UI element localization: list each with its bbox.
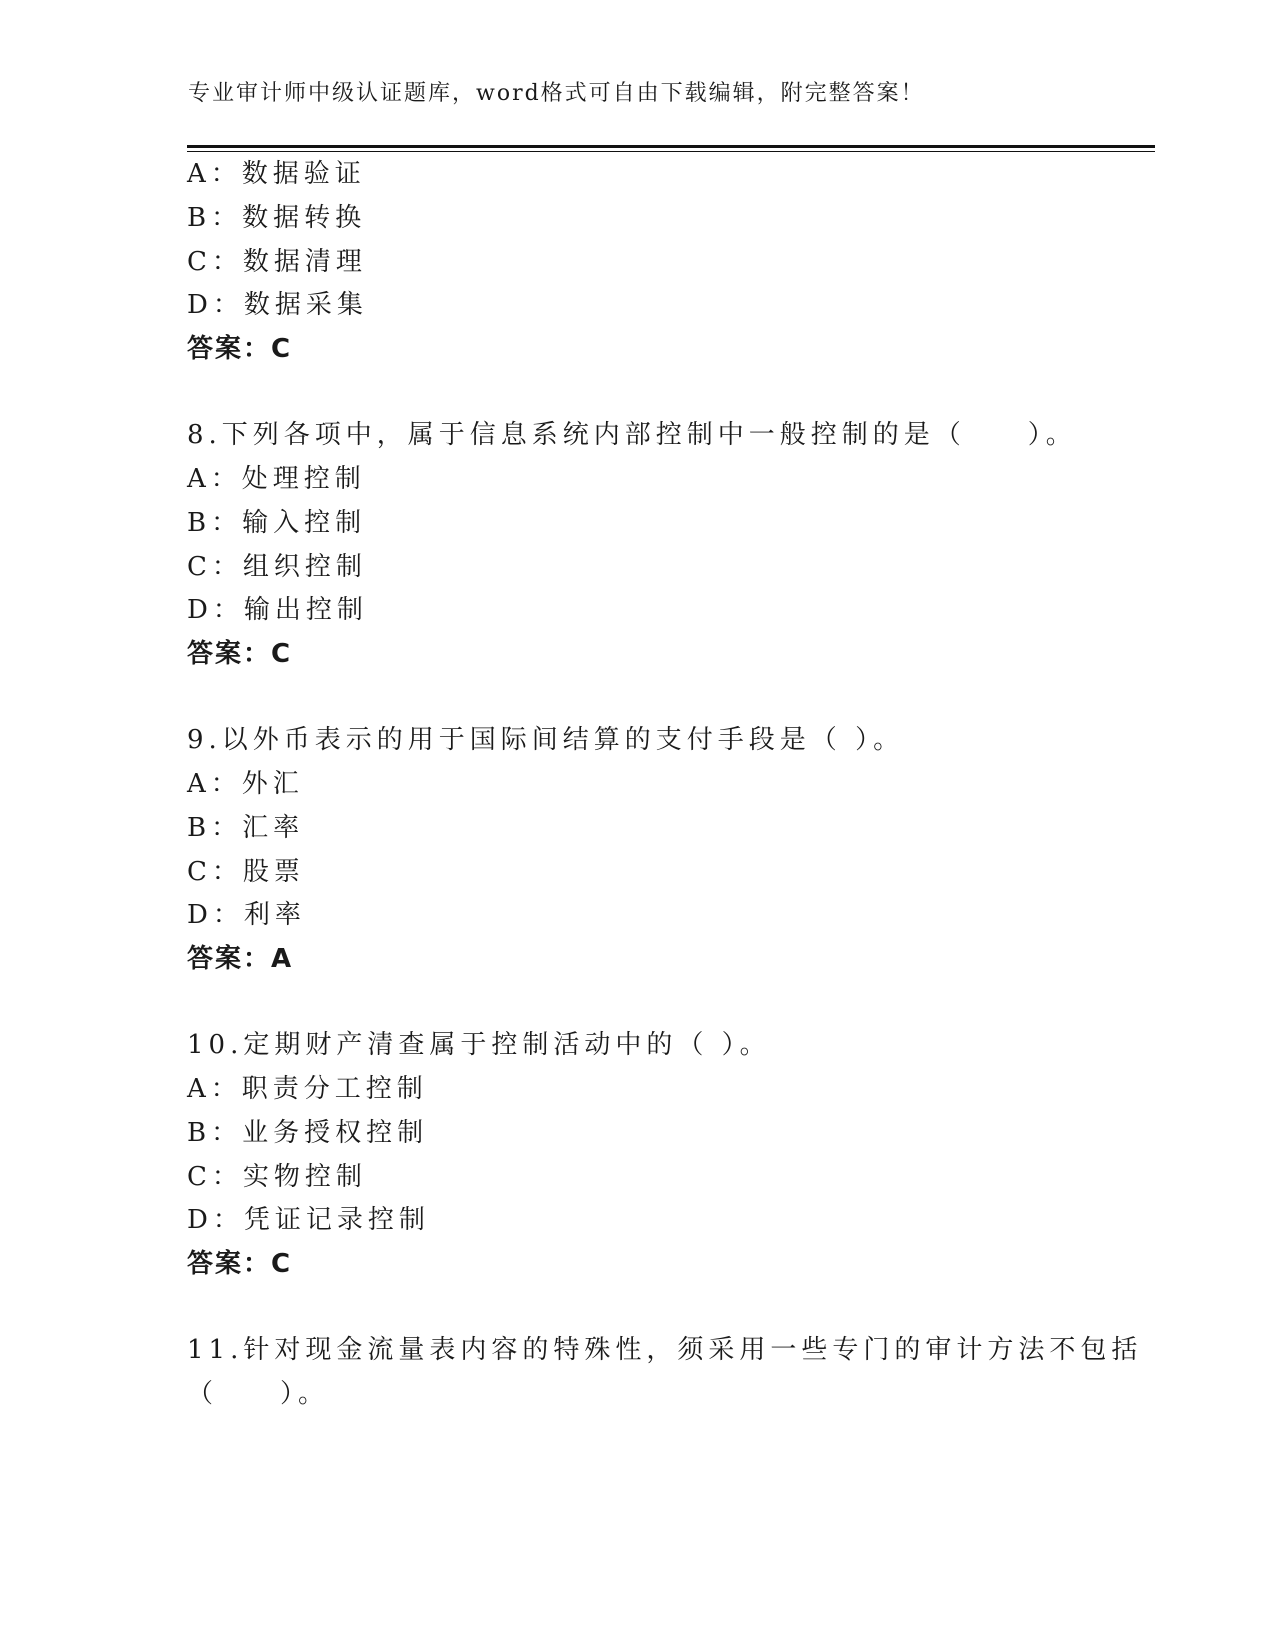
option-a: A：数据验证 [187,159,366,189]
option-d: D：数据采集 [187,290,368,320]
option-b: B：汇率 [187,813,305,843]
option-d: D：输出控制 [187,595,368,625]
question-stem: 11.针对现金流量表内容的特殊性，须采用一些专门的审计方法不包括 [187,1335,1143,1365]
option-c: C：组织控制 [187,552,367,582]
option-c: C：股票 [187,857,305,887]
option-a: A：处理控制 [187,464,366,494]
option-a: A：职责分工控制 [187,1074,428,1104]
header-note: 专业审计师中级认证题库，word格式可自由下载编辑，附完整答案！ [188,81,925,106]
answer: 答案：A [187,944,294,974]
option-d: D：凭证记录控制 [187,1205,430,1235]
question-stem: 9.以外币表示的用于国际间结算的支付手段是（ ）。 [187,725,905,755]
option-b: B：业务授权控制 [187,1118,429,1148]
option-b: B：输入控制 [187,508,367,538]
question-stem: 10.定期财产清查属于控制活动中的（ ）。 [187,1030,771,1060]
question-stem-continuation: （ ）。 [187,1379,330,1409]
answer: 答案：C [187,1249,293,1279]
header-rule-thin [187,151,1155,152]
header-rule [187,145,1155,148]
option-b: B：数据转换 [187,203,367,233]
option-d: D：利率 [187,900,306,930]
question-stem: 8.下列各项中，属于信息系统内部控制中一般控制的是（ ）。 [187,420,1077,450]
option-c: C：实物控制 [187,1162,367,1192]
answer: 答案：C [187,334,293,364]
answer: 答案：C [187,639,293,669]
option-a: A：外汇 [187,769,304,799]
option-c: C：数据清理 [187,247,367,277]
